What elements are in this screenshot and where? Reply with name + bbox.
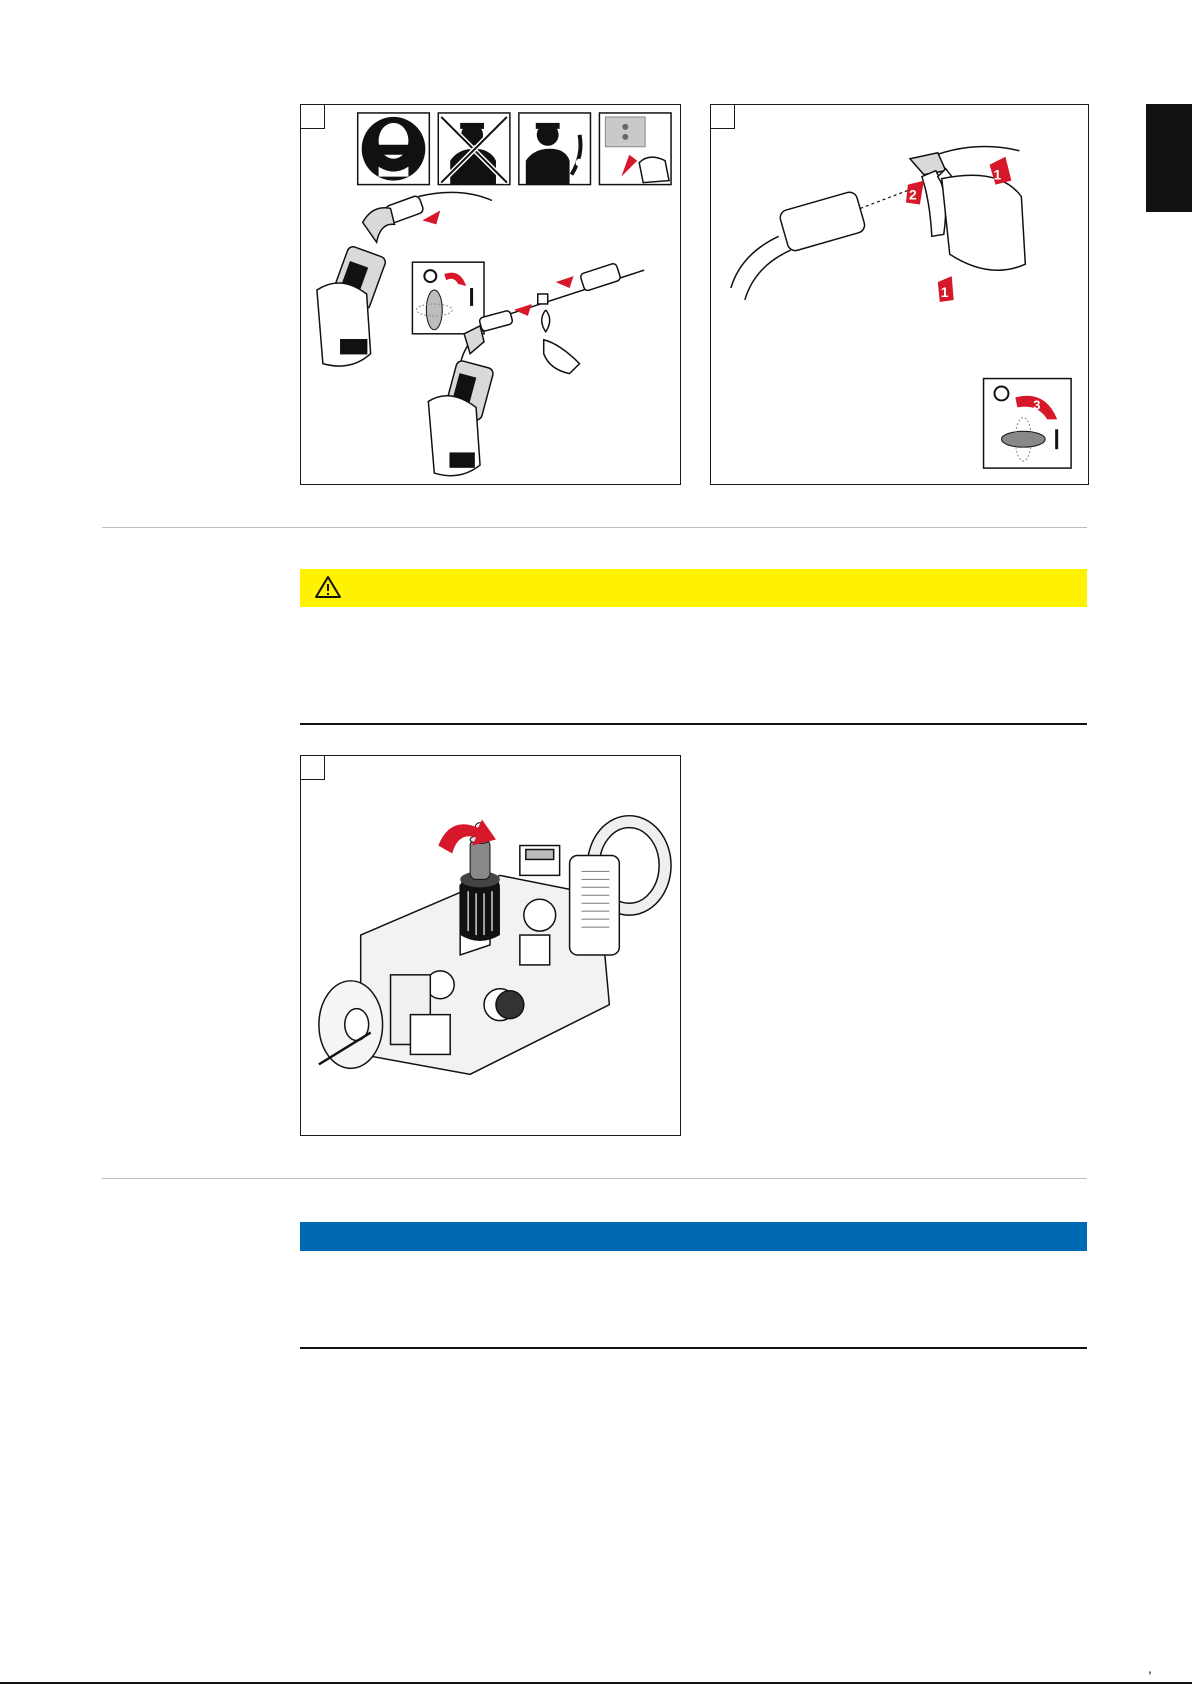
step-number-box xyxy=(711,105,735,129)
step-number-box xyxy=(301,756,325,780)
warning-triangle-icon xyxy=(314,575,342,599)
pliers-hand xyxy=(542,310,580,374)
svg-text:3: 3 xyxy=(1033,397,1041,413)
language-tab xyxy=(1146,104,1192,212)
wirefeed-drive-illustration xyxy=(301,756,680,1135)
svg-text:1: 1 xyxy=(993,166,1002,183)
torch-lower xyxy=(428,310,513,476)
figure-2-cut-wire xyxy=(710,104,1089,485)
section-separator xyxy=(102,527,1087,528)
button-press-pictogram xyxy=(599,113,671,185)
torch-liner-illustration xyxy=(301,105,680,484)
no-worker-pictogram xyxy=(438,113,510,185)
figure-3-wirefeed-drive xyxy=(300,755,681,1136)
power-switch-icon xyxy=(412,262,484,334)
caution-end-rule xyxy=(300,723,1087,725)
page-mark: , xyxy=(1148,1660,1152,1676)
note-banner xyxy=(300,1222,1087,1251)
section-separator xyxy=(102,1178,1087,1179)
footer-rule xyxy=(0,1682,1192,1684)
red-arrow xyxy=(422,210,440,224)
svg-text:1: 1 xyxy=(940,283,949,300)
cut-wire-illustration xyxy=(711,105,1088,484)
safety-goggles-pictogram xyxy=(358,113,430,185)
power-switch-icon xyxy=(984,379,1072,469)
step-number-box xyxy=(301,105,325,129)
svg-text:2: 2 xyxy=(908,186,917,203)
worker-torch-pictogram xyxy=(519,113,591,185)
caution-banner xyxy=(300,569,1087,607)
figure-1-torch-liner xyxy=(300,104,681,485)
note-end-rule xyxy=(300,1347,1087,1349)
